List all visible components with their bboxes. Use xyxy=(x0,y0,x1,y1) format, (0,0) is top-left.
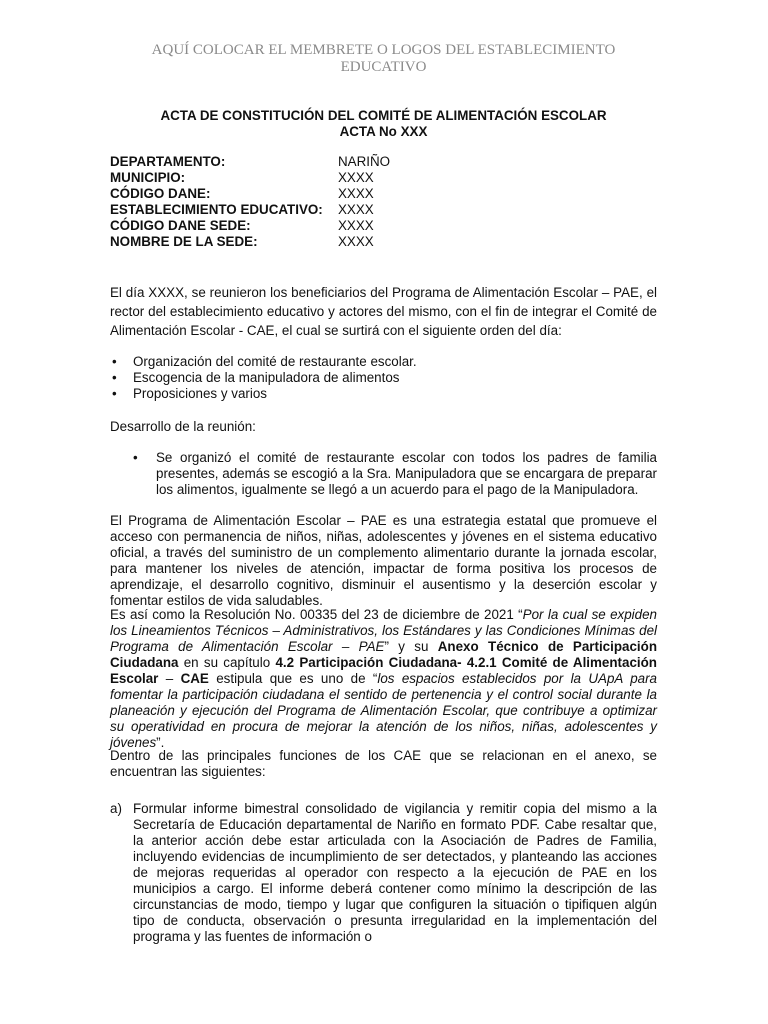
info-label: CÓDIGO DANE: xyxy=(110,186,211,201)
resolution-title-italic: Por la cual se expiden los Lineamientos Técnicos – Administrativos, los Estándares y las Condiciones Mínimas del Programa de Alimentación Escolar – PAE xyxy=(110,607,657,654)
document-title xyxy=(110,108,657,140)
title-line-1: ACTA DE CONSTITUCIÓN DEL COMITÉ DE ALIMENTACIÓN ESCOLAR xyxy=(160,108,607,123)
bullet-icon: • xyxy=(133,450,138,465)
list-item xyxy=(110,386,657,402)
title-line-2: ACTA No XXX xyxy=(339,124,428,139)
info-value: XXXX xyxy=(338,218,374,233)
cae-definition-italic: los espacios establecidos por la UApA para fomentar la participación ciudadana el sentido de pertenencia y el control social durante la planeación y ejecución del Programa de Alimentación Escolar, que contribuye a optimizar su operatividad en procura de mejorar la atención de los niños, niñas, adolescentes y jóvenes xyxy=(110,671,657,750)
resolution-text xyxy=(110,607,657,751)
pae-paragraph xyxy=(110,513,657,609)
info-value: NARIÑO xyxy=(338,154,391,169)
info-value: XXXX xyxy=(338,234,374,249)
development-heading xyxy=(110,419,657,435)
info-label: MUNICIPIO: xyxy=(110,170,186,185)
agenda-item: Proposiciones y varios xyxy=(133,386,267,401)
info-label: CÓDIGO DANE SEDE: xyxy=(110,218,251,233)
resolution-segment: ” y su xyxy=(384,639,438,654)
bullet-icon: • xyxy=(112,354,117,369)
resolution-segment: ”. xyxy=(156,735,165,750)
bullet-icon: • xyxy=(112,386,117,401)
intro-paragraph xyxy=(110,283,657,340)
functions-intro xyxy=(110,748,657,780)
agenda-list xyxy=(110,354,657,402)
intro-text: El día XXXX, se reunieron los beneficiarios del Programa de Alimentación Escolar – PAE, el rector del establecimiento educativo y actores del mismo, con el fin de integrar el Comité de Alimentación Escolar - CAE, el cual se surtirá con el siguiente orden del día: xyxy=(110,285,657,338)
info-value: XXXX xyxy=(338,202,374,217)
info-row xyxy=(110,234,390,250)
list-item xyxy=(110,354,657,370)
info-row xyxy=(110,218,390,234)
development-item xyxy=(133,450,657,498)
info-value: XXXX xyxy=(338,170,374,185)
bullet-icon: • xyxy=(112,370,117,385)
agenda-item: Escogencia de la manipuladora de alimentos xyxy=(133,370,400,385)
info-row xyxy=(110,170,390,186)
info-row xyxy=(110,186,390,202)
function-item-text: Formular informe bimestral consolidado de vigilancia y remitir copia del mismo a la Secretaría de Educación departamental de Nariño en formato PDF. Cabe resaltar que, la anterior acción debe estar articulada con la Asociación de Padres de Familia, incluyendo evidencias de incumplimiento de ser detectados, y planteando las acciones de mejoras requeridas al operador con respecto a la ejecución de PAE en los municipios a cargo. El informe deberá contener como mínimo la descripción de las circunstancias de modo, tiempo y lugar que configuren la situación o tipifiquen algún tipo de conducta, observación o presunta irregularidad en la implementación del programa y las fuentes de información o xyxy=(133,801,657,944)
development-heading-text: Desarrollo de la reunión: xyxy=(110,419,256,434)
functions-intro-text: Dentro de las principales funciones de los CAE que se relacionan en el anexo, se encuentran las siguientes: xyxy=(110,748,657,779)
cae-bold: CAE xyxy=(180,671,209,686)
info-label: DEPARTAMENTO: xyxy=(110,154,226,169)
list-marker: a) xyxy=(110,801,122,816)
resolution-segment: Es así como la Resolución No. 00335 del 23 de diciembre de 2021 “ xyxy=(110,607,523,622)
info-table xyxy=(110,154,390,250)
letterhead-line-1: AQUÍ COLOCAR EL MEMBRETE O LOGOS DEL ESTABLECIMIENTO xyxy=(151,42,616,58)
info-label: NOMBRE DE LA SEDE: xyxy=(110,234,258,249)
info-row xyxy=(110,202,390,218)
letterhead-line-2: EDUCATIVO xyxy=(340,59,427,75)
resolution-segment: estipula que es uno de “ xyxy=(208,671,378,686)
info-row xyxy=(110,154,390,170)
functions-list xyxy=(110,801,657,945)
agenda-item: Organización del comité de restaurante escolar. xyxy=(133,354,417,369)
info-value: XXXX xyxy=(338,186,374,201)
list-item xyxy=(110,370,657,386)
resolution-segment: en su capítulo xyxy=(178,655,276,670)
info-label: ESTABLECIMIENTO EDUCATIVO: xyxy=(110,202,323,217)
resolution-segment: – xyxy=(158,671,181,686)
development-item-text: Se organizó el comité de restaurante escolar con todos los padres de familia presentes, además se escogió a la Sra. Manipuladora que se encargara de preparar los alimentos, igualmente se llegó a un acuerdo para el pago de la Manipuladora. xyxy=(156,450,657,497)
letterhead-placeholder xyxy=(110,42,657,76)
chapter-name-bold: 4.2 Participación Ciudadana- 4.2.1 Comité de Alimentación Escolar xyxy=(110,655,657,686)
resolution-paragraph xyxy=(110,607,657,751)
pae-paragraph-text: El Programa de Alimentación Escolar – PAE es una estrategia estatal que promueve el acceso con permanencia de niños, niñas, adolescentes y jóvenes en el sistema educativo oficial, a través del suministro de un complemento alimentario durante la jornada escolar, para mantener los niveles de atención, impactar de forma positiva los procesos de aprendizaje, el desarrollo cognitivo, disminuir el ausentismo y la deserción escolar y fomentar estilos de vida saludables. xyxy=(110,513,657,608)
annex-name-bold: Anexo Técnico de Participación Ciudadana xyxy=(110,639,657,670)
